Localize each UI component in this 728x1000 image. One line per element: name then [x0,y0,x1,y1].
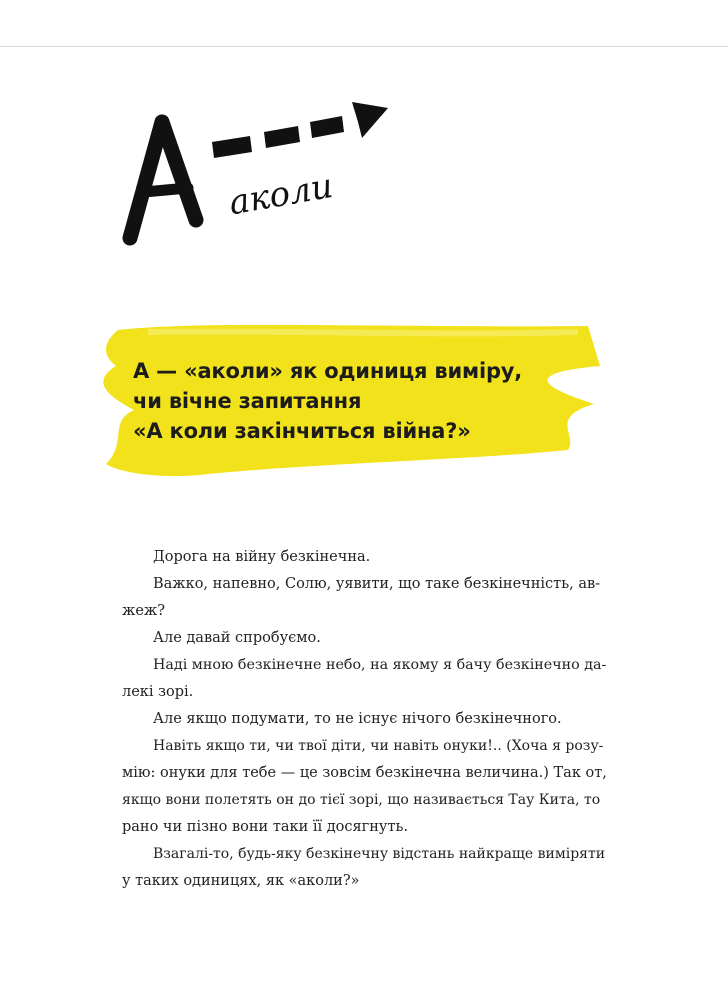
heading-line-1: А — «аколи» як одиниця виміру, [133,359,523,383]
body-line: Навіть якщо ти, чи твої діти, чи навіть онуки!.. (Хоча я розу- [153,738,604,754]
body-line: мію: онуки для тебе — це зовсім безкінечна величина.) Так от, [122,765,607,781]
top-divider [0,46,728,47]
body-text [122,544,608,895]
body-line: жеж? [122,603,166,619]
body-line: у таких одиницях, як «аколи?» [122,873,360,889]
chapter-logo [100,80,410,270]
body-line: Дорога на війну безкінечна. [153,549,371,565]
body-line: Але давай спробуємо. [153,630,321,646]
letter-a-icon [130,122,196,238]
chapter-heading [133,356,603,446]
heading-line-3: «А коли закінчиться війна?» [133,419,471,443]
body-line: лекі зорі. [122,684,194,700]
body-line: Наді мною безкінечне небо, на якому я бачу безкінечно да- [153,657,607,673]
body-line: рано чи пізно вони таки її досягнуть. [122,819,408,835]
body-line: Але якщо подумати, то не існує нічого безкінечного. [153,711,562,727]
body-line: якщо вони полетять он до тієї зорі, що називається Тау Кита, то [122,792,601,808]
dashed-arrow-icon [212,102,388,158]
heading-line-2: чи вічне запитання [133,389,362,413]
body-line: Взагалі-то, будь-яку безкінечну відстань найкраще виміряти [153,846,606,862]
logo-word: аколи [225,165,336,224]
body-line: Важко, напевно, Солю, уявити, що таке безкінечність, ав- [153,576,601,592]
